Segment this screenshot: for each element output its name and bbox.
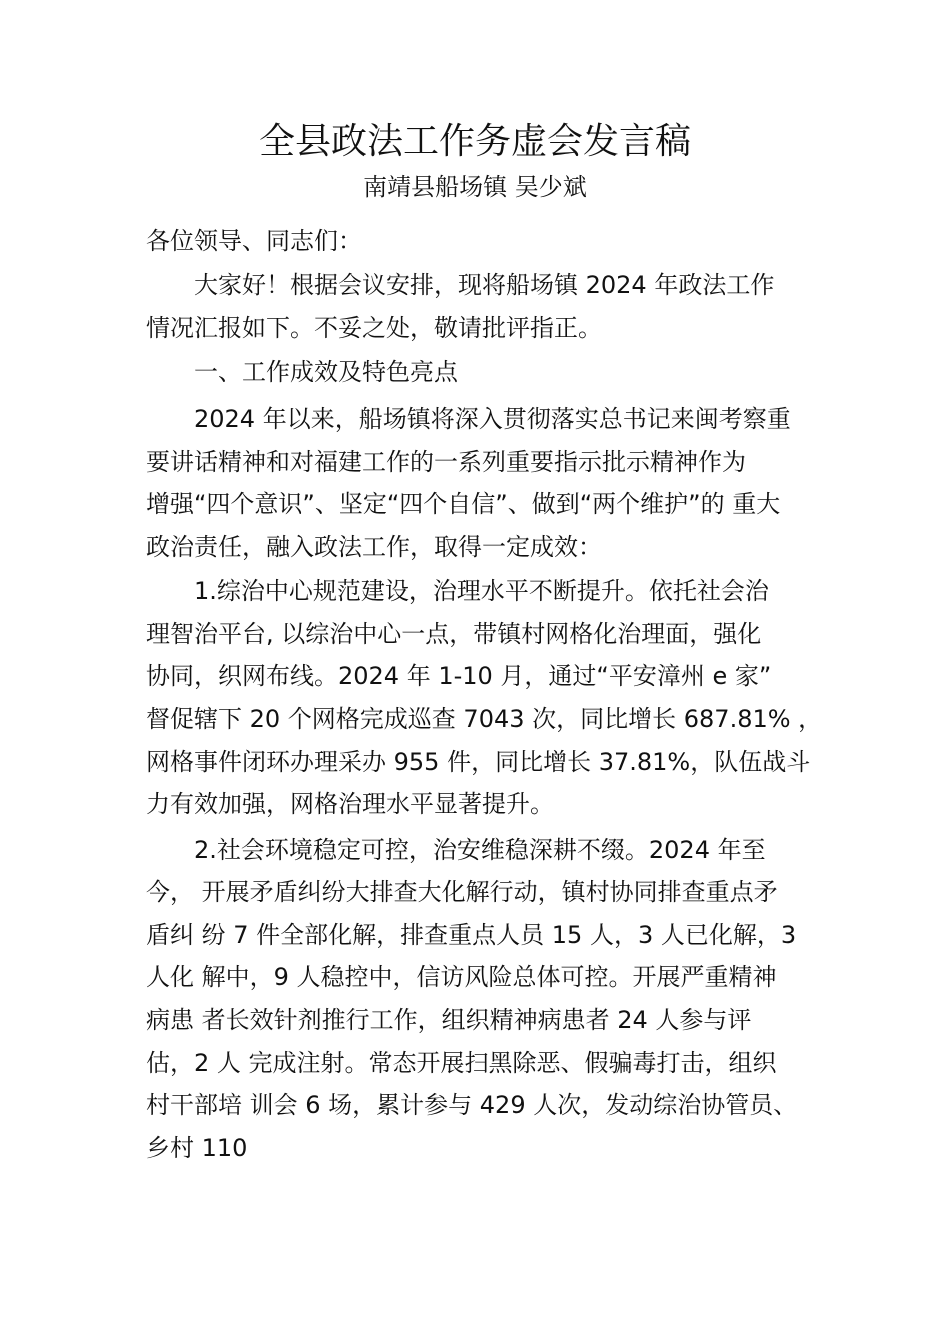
text-line: 今， 开展矛盾纠纷大排查大化解行动，镇村协同排查重点矛 — [146, 878, 778, 906]
text-line: 估，2 人 完成注射。常态开展扫黑除恶、假骗毒打击，组织 — [146, 1049, 777, 1077]
text-line: 大家好！根据会议安排，现将船场镇 2024 年政法工作 — [194, 271, 775, 299]
text-line: 2024 年以来，船场镇将深入贯彻落实总书记来闽考察重 — [194, 405, 791, 433]
text-line: 病患 者长效针剂推行工作，组织精神病患者 24 人参与评 — [146, 1006, 752, 1034]
text-line: 乡村 110 — [146, 1134, 248, 1162]
text-line: 力有效加强，网格治理水平显著提升。 — [146, 790, 554, 818]
section-heading: 一、工作成效及特色亮点 — [194, 358, 458, 386]
text-line: 网格事件闭环办理采办 955 件，同比增长 37.81%，队伍战斗 — [146, 748, 811, 776]
salutation: 各位领导、同志们： — [146, 227, 362, 255]
text-line: 协同，织网布线。2024 年 1-10 月，通过“平安漳州 e 家” — [146, 662, 772, 690]
text-line: 盾纠 纷 7 件全部化解，排查重点人员 15 人，3 人已化解，3 — [146, 921, 797, 949]
text-line: 1.综治中心规范建设，治理水平不断提升。依托社会治 — [194, 577, 769, 605]
document-title: 全县政法工作务虚会发言稿 — [258, 121, 691, 162]
text-line: 情况汇报如下。不妥之处，敬请批评指正。 — [146, 314, 602, 342]
text-line: 增强“四个意识”、坚定“四个自信”、做到“两个维护”的 重大 — [146, 490, 781, 518]
text-line: 村干部培 训会 6 场，累计参与 429 人次，发动综治协管员、 — [146, 1091, 798, 1119]
text-line: 要讲话精神和对福建工作的一系列重要指示批示精神作为 — [146, 448, 746, 476]
text-line: 督促辖下 20 个网格完成巡查 7043 次，同比增长 687.81% ， — [146, 705, 823, 733]
text-line: 理智治平台, 以综治中心一点，带镇村网格化治理面，强化 — [146, 620, 762, 648]
text-line: 政治责任，融入政法工作，取得一定成效： — [146, 533, 602, 561]
text-line: 人化 解中，9 人稳控中，信访风险总体可控。开展严重精神 — [146, 963, 777, 991]
document-author: 南靖县船场镇 吴少斌 — [363, 173, 587, 201]
text-line: 2.社会环境稳定可控，治安维稳深耕不缀。2024 年至 — [194, 836, 766, 864]
